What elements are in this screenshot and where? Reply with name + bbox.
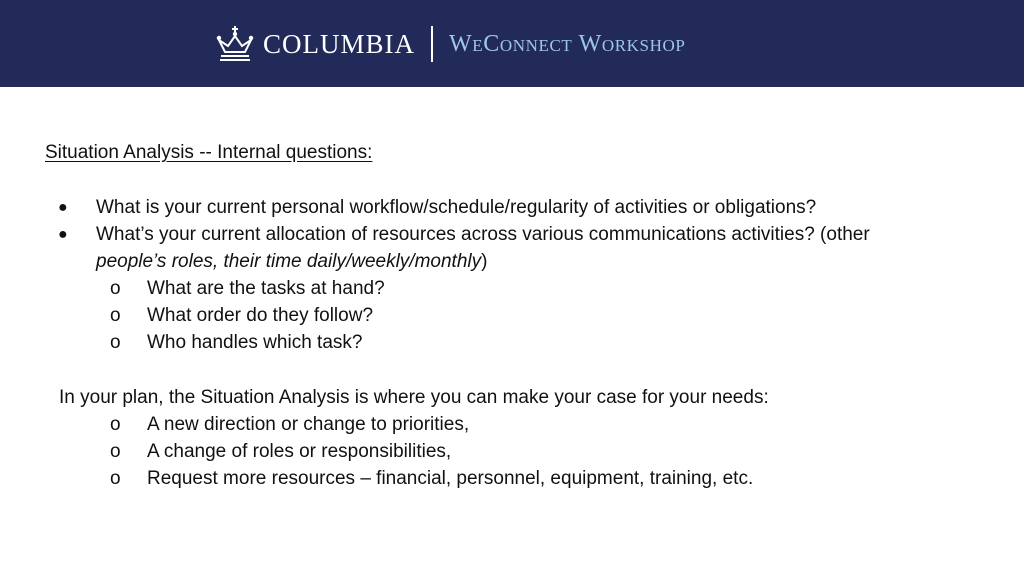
workshop-title: WeConnect Workshop <box>449 30 686 57</box>
question-item: What is your current personal workflow/schedule/regularity of activities or obligations? <box>96 197 817 218</box>
question-item: What’s your current allocation of resources across various communications activities? (other <box>96 224 870 245</box>
plan-item: Request more resources – financial, personnel, equipment, training, etc. <box>147 468 754 489</box>
sub-question-item: Who handles which task? <box>147 332 363 353</box>
sub-bullet-icon: o <box>110 414 121 435</box>
section-title: Situation Analysis -- Internal questions: <box>45 142 373 163</box>
sub-bullet-icon: o <box>110 468 121 489</box>
bullet-icon: ● <box>58 199 68 216</box>
bullet-icon: ● <box>58 226 68 243</box>
columbia-wordmark: COLUMBIA <box>263 28 416 59</box>
plan-item: A new direction or change to priorities, <box>147 414 470 435</box>
sub-bullet-icon: o <box>110 441 121 462</box>
plan-intro: In your plan, the Situation Analysis is where you can make your case for your needs: <box>59 387 769 408</box>
italic-text: people’s roles, their time daily/weekly/monthly <box>96 251 482 272</box>
sub-question-item: What order do they follow? <box>147 305 374 326</box>
closing-paren: ) <box>481 251 488 272</box>
sub-question-item: What are the tasks at hand? <box>147 278 385 299</box>
question-item-continuation <box>96 251 487 273</box>
sub-bullet-icon: o <box>110 305 121 326</box>
plan-item: A change of roles or responsibilities, <box>147 441 452 462</box>
sub-bullet-icon: o <box>110 278 121 299</box>
sub-bullet-icon: o <box>110 332 121 353</box>
